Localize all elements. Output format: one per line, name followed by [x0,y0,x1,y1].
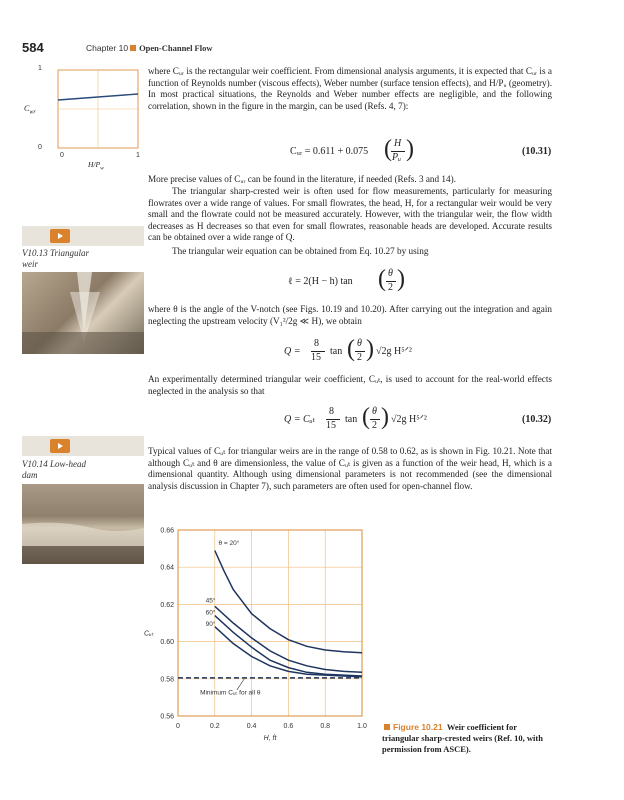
equation-q-theory: Q = 8 15 tan ( θ 2 ) √2g H⁵ᐟ² [284,336,412,363]
x-tick-label: 0.2 [209,723,220,730]
x-tick-label: 0 [176,723,180,730]
label-minimum: Minimum Cᵤₜ for all θ [200,689,261,697]
x-tick-label: 1.0 [357,723,367,730]
minimum-leader-line [237,679,244,690]
margin-x-tick-right: 1 [136,152,140,159]
equation-ell: ℓ = 2(H − h) tan ( θ 2 ) [288,266,405,293]
video-caption-1: V10.13 Triangular weir [22,248,90,269]
equation-10-32: Q = Cᵤₜ 8 15 tan ( θ 2 ) √2g H⁵ᐟ² [284,404,427,431]
video-link-bar-1[interactable] [22,226,144,246]
paragraph-1: where Cᵤᵣ is the rectangular weir coefficient. From dimensional analysis arguments, it is expected that Cᵤᵣ is a function of Reynolds number (viscous effects), Weber number (surface tension effects), and H/Pᵤ (geometry). In most practical situations, the Reynolds and Weber number effects are negligible, and the following correlation, shown in the figure in the margin, can be used (Refs. 4, 7): [148,66,552,111]
y-tick-label: 0.64 [160,564,174,572]
x-tick-label: 0.6 [283,723,294,730]
equation-10-31: Cᵤᵣ = 0.611 + 0.075 ( H Pᵤ ) [290,136,414,163]
play-icon [50,439,70,453]
paragraph-2: More precise values of Cᵤᵣ can be found in the literature, if needed (Refs. 3 and 14). [148,174,456,184]
label-60deg: 60° [205,609,216,617]
x-tick-label: 0.4 [246,723,257,730]
orange-square-icon [384,724,390,730]
right-paren: ) [406,136,414,162]
video-link-bar-2[interactable] [22,436,144,456]
video-play-button-1[interactable] [50,229,70,243]
left-paren: ( [384,136,392,162]
left-paren: ( [362,404,370,430]
y-tick-label: 0.56 [160,713,174,721]
y-tick-label: 0.62 [160,601,174,609]
paragraph-6: An experimentally determined triangular weir coefficient, Cᵤₜ, is used to account for the real-world effects neglected in the analysis so that [148,374,552,396]
paragraph-5: where θ is the angle of the V-notch (see Figs. 10.19 and 10.20). After carrying out the integration and again neglecting the upstream velocity (V₁²/2g ≪ H), we obtain [148,304,552,326]
paragraph-7: Typical values of Cᵤₜ for triangular weirs are in the range of 0.58 to 0.62, as is shown in Fig. 10.21. Note that although Cᵤₜ and θ are dimensionless, the value of Cᵤₜ is given as a function of the weir head, H, which is a dimensional quantity. Although using dimensional parameters is not recommended (see the dimensional analysis discussion in Chapter 7), such parameters are often used for open-channel flow. [148,446,552,491]
label-45deg: 45° [205,597,216,605]
dam-photo [22,484,144,564]
margin-x-tick-left: 0 [60,152,64,159]
y-tick-label: 0.60 [160,639,174,647]
chapter-heading: Chapter 10 Open-Channel Flow [86,43,213,53]
paragraph-3: The triangular sharp-crested weir is often used for flow measurements, particularly for measuring flowrates over a wide range of values. For small flowrates, the head, H, for a rectangular weir would be very small and the flowrate could not be measured accurately. However, with the triangular weir, the flow width decreases as H decreases so that even for small flowrates, reasonable heads are developed. Accurate results can be obtained over a wide range of Q. [148,186,552,243]
weir-photo [22,272,144,354]
video-thumbnail-2[interactable] [22,484,144,564]
equation-number-10-32: (10.32) [522,414,552,425]
figure-caption: Figure 10.21 Weir coefficient for triangular sharp-crested weirs (Ref. 10, with permission from ASCE). [382,722,543,754]
page-number: 584 [22,40,44,55]
equation-number-10-31: (10.31) [522,146,552,157]
y-axis-label: Cᵤₜ [144,630,154,638]
left-paren: ( [347,336,355,362]
right-paren: ) [397,266,405,292]
margin-y-tick-top: 1 [38,65,42,72]
figure-10-21 [140,524,380,764]
video-caption-2: V10.14 Low-head dam [22,459,86,480]
play-icon [50,229,70,243]
margin-y-label: $C_{wr}$ [24,104,36,116]
paragraph-4: The triangular weir equation can be obtained from Eq. 10.27 by using [172,246,429,256]
y-tick-label: 0.58 [160,676,174,684]
y-tick-label: 0.66 [160,527,174,535]
page-header [22,40,602,58]
x-axis-label: H, ft [263,735,277,742]
label-20deg: θ = 20° [218,539,240,547]
margin-y-tick-bottom: 0 [38,144,42,151]
label-90deg: 90° [205,620,216,628]
video-play-button-2[interactable] [50,439,70,453]
weir-coefficient-chart [140,524,380,764]
margin-x-label: $H/P_w$ [88,160,104,172]
right-paren: ) [381,404,389,430]
right-paren: ) [366,336,374,362]
margin-plot [22,64,147,172]
x-tick-label: 0.8 [320,723,331,730]
video-thumbnail-1[interactable] [22,272,144,354]
orange-square-icon [130,45,136,51]
left-paren: ( [378,266,386,292]
margin-figure [22,64,147,172]
